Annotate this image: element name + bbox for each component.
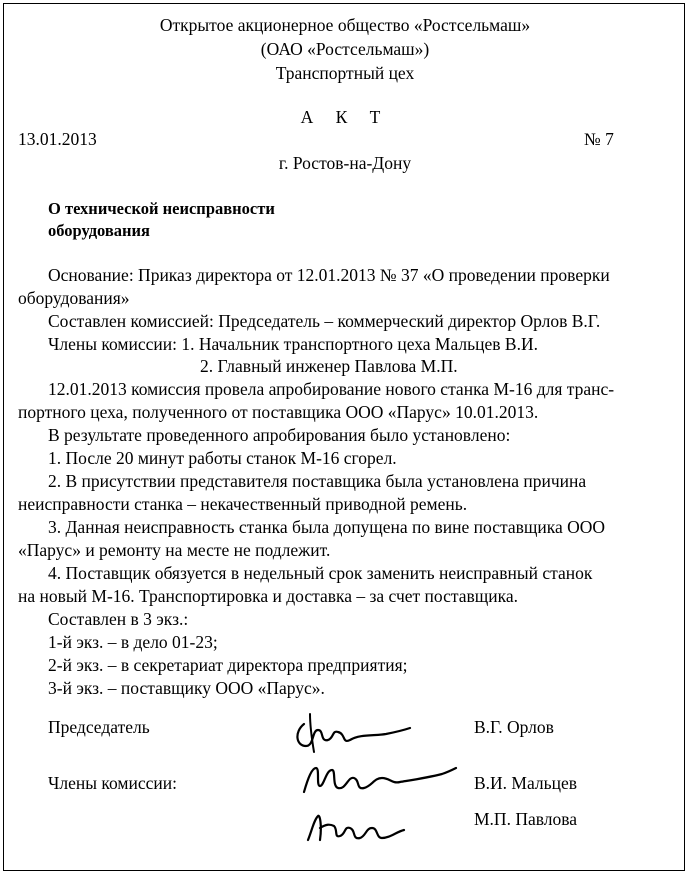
subject-line-2: оборудования (48, 221, 150, 240)
body-line: портного цеха, полученного от поставщика ООО «Парус» 10.01.2013. (18, 402, 539, 422)
members-label: Члены комиссии: (48, 773, 177, 793)
org-full-name: Открытое акционерное общество «Ростсельмаш» (159, 15, 531, 35)
document-type: А К Т (300, 107, 390, 127)
subject-line-1: О технической неисправности (48, 199, 275, 218)
body-line: на новый М-16. Транспортировка и доставка – за счет поставщика. (18, 586, 518, 606)
body-line: 1-й экз. – в дело 01-23; (48, 632, 218, 652)
chairman-signature (290, 706, 420, 758)
body-line: 1. После 20 минут работы станок М-16 сгорел. (48, 448, 397, 468)
department-name: Транспортный цех (275, 63, 415, 83)
body-line: 2. Главный инженер Павлова М.П. (200, 356, 458, 376)
body-line: 12.01.2013 комиссия провела апробирование нового станка М-16 для транс- (48, 379, 615, 399)
org-short-name: (ОАО «Ростсельмаш») (260, 39, 430, 59)
body-line: 4. Поставщик обязуется в недельный срок заменить неисправный станок (48, 563, 593, 583)
member-2-name: М.П. Павлова (474, 809, 578, 829)
body-line: Составлен в 3 экз.: (48, 609, 189, 629)
body-line: 3-й экз. – поставщику ООО «Парус». (48, 678, 325, 698)
body-line: В результате проведенного апробирования было установлено: (48, 425, 511, 445)
body-line: Основание: Приказ директора от 12.01.2013 № 37 «О проведении проверки (48, 265, 610, 285)
member-2-signature (300, 806, 410, 848)
body-line: неисправности станка – некачественный приводной ремень. (18, 494, 468, 514)
document-place: г. Ростов-на-Дону (278, 153, 412, 173)
document-date: 13.01.2013 (18, 129, 97, 149)
document-number: № 7 (584, 129, 614, 149)
chairman-name: В.Г. Орлов (474, 717, 554, 737)
chairman-label: Председатель (48, 717, 150, 737)
body-line: 3. Данная неисправность станка была допущена по вине поставщика ООО (48, 517, 606, 537)
member-1-signature (298, 756, 458, 802)
body-line: оборудования» (18, 288, 130, 308)
body-line: «Парус» и ремонту на месте не подлежит. (18, 540, 331, 560)
body-line: Члены комиссии: 1. Начальник транспортного цеха Мальцев В.И. (48, 334, 538, 354)
body-line: 2-й экз. – в секретариат директора предприятия; (48, 655, 408, 675)
body-line: Составлен комиссией: Председатель – коммерческий директор Орлов В.Г. (48, 311, 601, 331)
member-1-name: В.И. Мальцев (474, 773, 578, 793)
body-line: 2. В присутствии представителя поставщика была установлена причина (48, 471, 587, 491)
